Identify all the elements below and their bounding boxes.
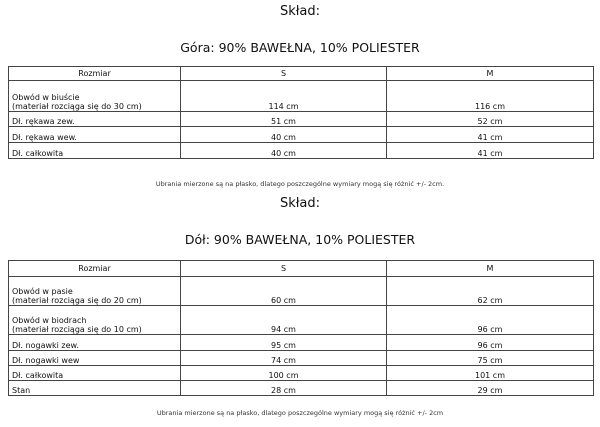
row-label-main: Obwód w pasie	[12, 287, 73, 296]
column-header-size: Rozmiar	[9, 67, 181, 81]
row-label: Dł. całkowita	[9, 366, 181, 381]
column-header-s: S	[181, 261, 387, 277]
table-row	[9, 366, 594, 381]
table-row	[9, 127, 594, 143]
row-label: Dł. nogawki wew	[9, 351, 181, 366]
top-heading: Skład:	[279, 4, 321, 19]
value-s: 94 cm	[181, 306, 387, 335]
row-label-main: Obwód w biuście	[12, 93, 80, 102]
value-s: 74 cm	[181, 351, 387, 366]
value-s: 114 cm	[181, 81, 387, 112]
row-label-note: (materiał rozciąga się do 30 cm)	[12, 102, 142, 111]
row-label-main: Obwód w biodrach	[12, 316, 87, 325]
row-label-note: (materiał rozciąga się do 20 cm)	[12, 296, 142, 305]
value-m: 96 cm	[387, 306, 594, 335]
row-label: Dł. rękawa wew.	[9, 127, 181, 143]
table-row	[9, 277, 594, 306]
bottom-size-table	[8, 260, 594, 396]
table-row	[9, 335, 594, 351]
value-m: 29 cm	[387, 381, 594, 396]
top-measurement-note: Ubrania mierzone są na płasko, dlatego poszczególne wymiary mogą się różnić +/- 2cm.	[155, 180, 445, 188]
table-row	[9, 81, 594, 112]
value-m: 62 cm	[387, 277, 594, 306]
value-s: 40 cm	[181, 127, 387, 143]
row-label: Dł. całkowita	[9, 143, 181, 159]
row-label	[9, 277, 181, 306]
value-m: 96 cm	[387, 335, 594, 351]
table-row	[9, 143, 594, 159]
bottom-measurement-note: Ubrania mierzone są na płasko, dlatego poszczególne wymiary mogą się różnić +/- 2cm	[156, 409, 444, 417]
value-m: 101 cm	[387, 366, 594, 381]
value-s: 40 cm	[181, 143, 387, 159]
table-header-row	[9, 67, 594, 81]
value-m: 41 cm	[387, 143, 594, 159]
value-s: 51 cm	[181, 112, 387, 127]
top-size-table	[8, 66, 594, 159]
column-header-m: M	[387, 67, 594, 81]
value-s: 100 cm	[181, 366, 387, 381]
bottom-composition: Dół: 90% BAWEŁNA, 10% POLIESTER	[184, 232, 416, 247]
table-row	[9, 351, 594, 366]
table-header-row	[9, 261, 594, 277]
value-s: 95 cm	[181, 335, 387, 351]
column-header-m: M	[387, 261, 594, 277]
value-m: 116 cm	[387, 81, 594, 112]
table-row	[9, 306, 594, 335]
row-label: Dł. nogawki zew.	[9, 335, 181, 351]
value-s: 60 cm	[181, 277, 387, 306]
row-label-note: (materiał rozciąga się do 10 cm)	[12, 325, 142, 334]
row-label	[9, 306, 181, 335]
value-m: 75 cm	[387, 351, 594, 366]
value-s: 28 cm	[181, 381, 387, 396]
value-m: 52 cm	[387, 112, 594, 127]
row-label	[9, 81, 181, 112]
bottom-heading: Skład:	[279, 196, 321, 211]
value-m: 41 cm	[387, 127, 594, 143]
row-label: Dł. rękawa zew.	[9, 112, 181, 127]
top-composition: Góra: 90% BAWEŁNA, 10% POLIESTER	[180, 40, 420, 55]
table-row	[9, 381, 594, 396]
column-header-size: Rozmiar	[9, 261, 181, 277]
table-row	[9, 112, 594, 127]
row-label: Stan	[9, 381, 181, 396]
column-header-s: S	[181, 67, 387, 81]
